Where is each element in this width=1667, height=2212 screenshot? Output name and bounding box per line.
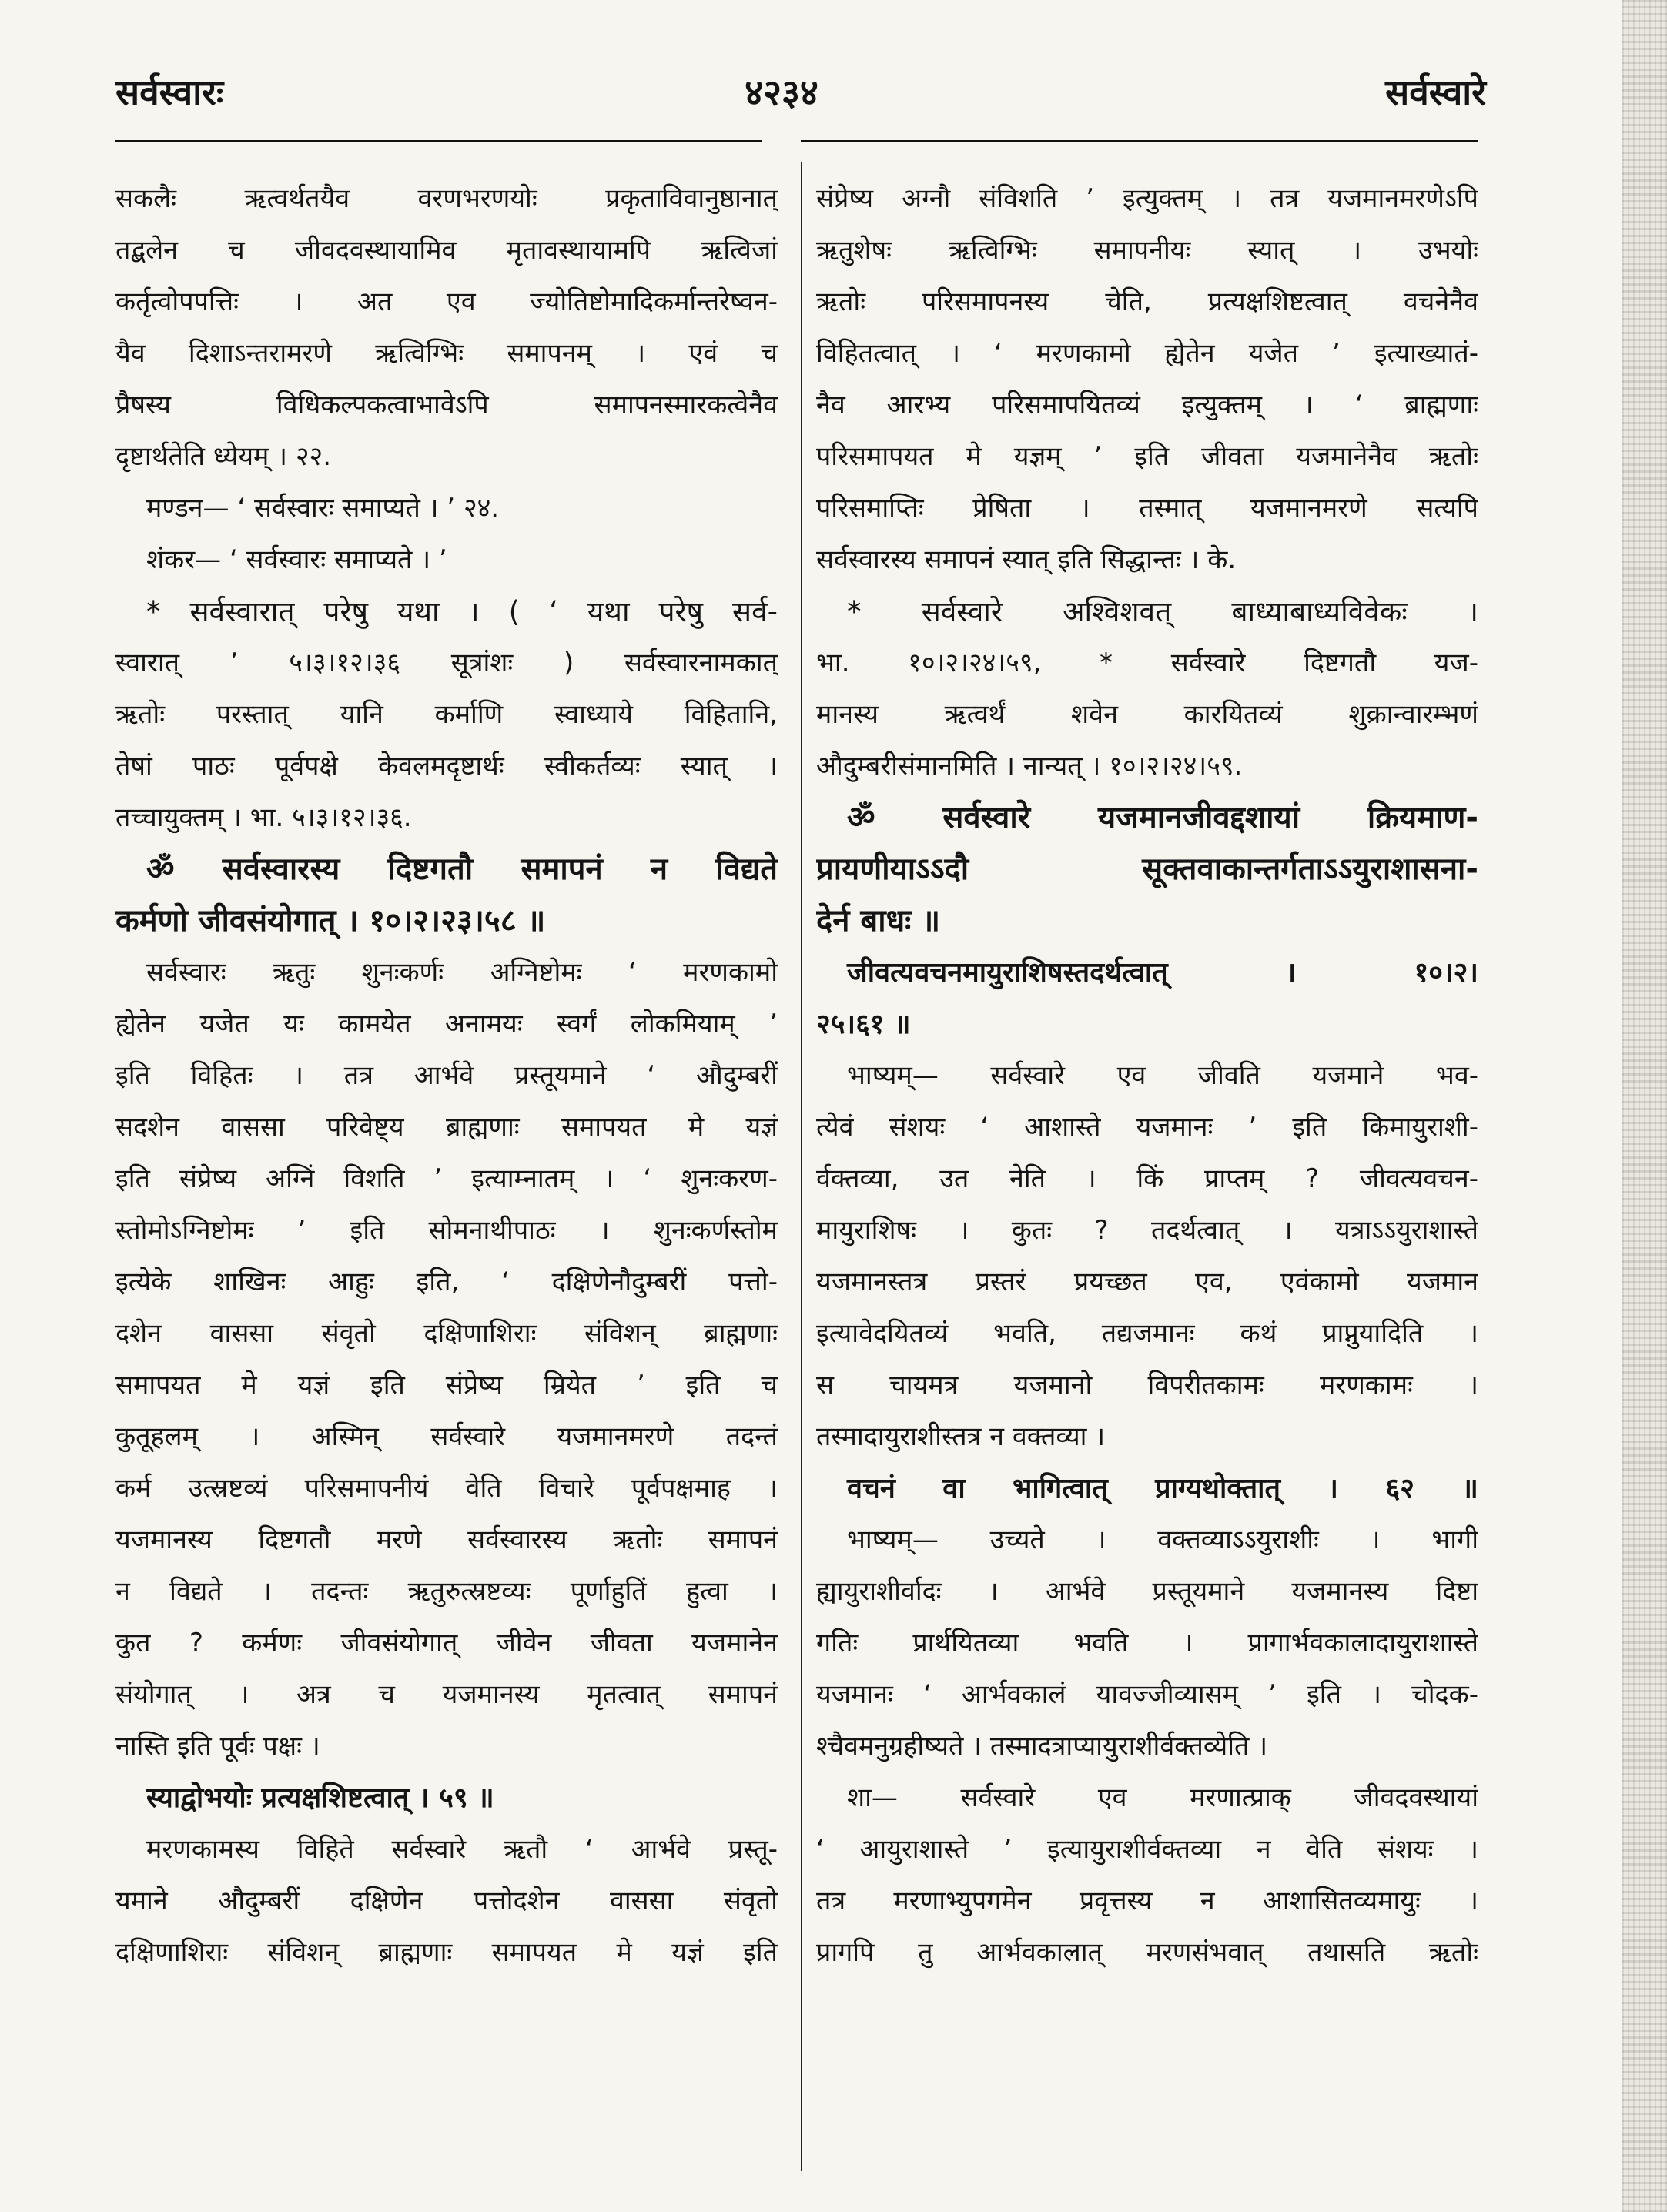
text-line: संप्रेष्य अग्नौ संविशति ’ इत्युक्तम् । तत्र यजमानमरणेऽपि	[816, 183, 1478, 214]
column-divider	[801, 162, 802, 2171]
text-line: औदुम्बरीसंमानमिति । नान्यत् । १०।२।२४।५९.	[816, 751, 1243, 781]
text-line: इत्यावेदयितव्यं भवति, तद्यजमानः कथं प्राप्नुयादिति ।	[816, 1318, 1478, 1349]
text-line: इति संप्रेष्य अग्निं विशति ’ इत्याम्नातम् । ‘ शुनःकरण-	[115, 1163, 778, 1194]
running-head-right: सर्वस्वारे	[1385, 72, 1486, 113]
text-line: इति विहितः । तत्र आर्भवे प्रस्तूयमाने ‘ औदुम्बरीं	[115, 1060, 778, 1091]
text-line: दक्षिणाशिराः संविशन् ब्राह्मणाः समापयत मे यज्ञं इति	[115, 1937, 778, 1968]
text-line: तच्चायुक्तम् । भा. ५।३।१२।३६.	[115, 802, 412, 833]
text-line: संयोगात् । अत्र च यजमानस्य मृतत्वात् समापनं	[115, 1679, 778, 1710]
text-line: ‘ आयुराशास्ते ’ इत्यायुराशीर्वक्तव्या न वेति संशयः ।	[816, 1834, 1478, 1865]
text-line: मानस्य ऋत्वर्थं शवेन कारयितव्यं शुक्रान्वारम्भणं	[816, 699, 1478, 730]
text-line: * सर्वस्वारात् परेषु यथा । ( ‘ यथा परेषु सर्व-	[146, 595, 778, 628]
text-line: गतिः प्रार्थयितव्या भवति । प्रागार्भवकालादायुराशास्ते	[816, 1628, 1478, 1658]
text-line: तद्बलेन च जीवदवस्थायामिव मृतावस्थायामपि ऋत्विजां	[115, 235, 778, 266]
text-line: यजमानस्य दिष्टगतौ मरणे सर्वस्वारस्य ऋतोः समापनं	[115, 1524, 778, 1555]
text-line: सदशेन वाससा परिवेष्ट्य ब्राह्मणाः समापयत मे यज्ञं	[115, 1112, 778, 1143]
text-line: स चायमत्र यजमानो विपरीतकामः मरणकामः ।	[816, 1370, 1478, 1400]
text-line: ह्येतेन यजेत यः कामयेत अनामयः स्वर्गं लोकमियाम् ’	[115, 1009, 778, 1039]
left-column	[115, 173, 778, 1979]
text-line: यैव दिशाऽन्तरामरणे ऋत्विग्भिः समापनम् । एवं च	[115, 338, 778, 369]
text-line: यजमानस्तत्र प्रस्तरं प्रयच्छत एव, एवंकामो यजमान	[816, 1267, 1478, 1297]
text-line: प्रागपि तु आर्भवकालात् मरणसंभवात् तथासति ऋतोः	[816, 1937, 1478, 1968]
text-line: परिसमाप्तिः प्रेषिता । तस्मात् यजमानमरणे सत्यपि	[816, 493, 1478, 524]
section-heading: ॐ सर्वस्वारस्य दिष्टगतौ समापनं न विद्यते	[146, 852, 778, 887]
text-line: प्रैषस्य विधिकल्पकत्वाभावेऽपि समापनस्मारकत्वेनैव	[115, 390, 778, 420]
text-line: त्येवं संशयः ‘ आशास्ते यजमानः ’ इति किमायुराशी-	[816, 1112, 1478, 1143]
sutra-heading: वचनं वा भागित्वात् प्राग्यथोक्तात् । ६२ ॥	[847, 1473, 1478, 1504]
text-line: इत्येके शाखिनः आहुः इति, ‘ दक्षिणेनौदुम्बरीं पत्तो-	[115, 1267, 778, 1297]
section-heading: प्रायणीयाऽऽदौ सूक्तवाकान्तर्गताऽऽयुराशासना-	[816, 852, 1478, 887]
text-line: नैव आरभ्य परिसमापयितव्यं इत्युक्तम् । ‘ ब्राह्मणाः	[816, 390, 1478, 420]
text-line: तेषां पाठः पूर्वपक्षे केवलमदृष्टार्थः स्वीकर्तव्यः स्यात् ।	[115, 751, 778, 781]
sutra-heading: जीवत्यवचनमायुराशिषस्तदर्थत्वात् । १०।२।	[847, 957, 1478, 989]
text-line: दृष्टार्थतेति ध्येयम् । २२.	[115, 441, 332, 472]
page-header	[77, 68, 1486, 137]
text-line: ऋतोः परस्तात् यानि कर्माणि स्वाध्याये विहितानि,	[115, 699, 778, 730]
text-line: शा— सर्वस्वारे एव मरणात्प्राक् जीवदवस्थायां	[847, 1782, 1478, 1813]
section-heading: देर्न बाधः ॥	[816, 903, 941, 939]
text-line: यजमानः ‘ आर्भवकालं यावज्जीव्यासम् ’ इति । चोदक-	[816, 1679, 1478, 1710]
text-line: सर्वस्वारस्य समापनं स्यात् इति सिद्धान्तः । के.	[816, 544, 1237, 575]
right-column	[816, 173, 1478, 1979]
running-head-left: सर्वस्वारः	[115, 72, 224, 113]
section-heading: कर्मणो जीवसंयोगात् । १०।२।२३।५८ ॥	[115, 903, 546, 939]
text-line: परिसमापयत मे यज्ञम् ’ इति जीवता यजमानेनैव ऋतोः	[816, 441, 1478, 472]
text-line: मरणकामस्य विहिते सर्वस्वारे ऋतौ ‘ आर्भवे प्रस्तू-	[146, 1834, 778, 1865]
text-line: सर्वस्वारः ऋतुः शुनःकर्णः अग्निष्टोमः ‘ मरणकामो	[146, 957, 778, 988]
text-line: तत्र मरणाभ्युपगमेन प्रवृत्तस्य न आशासितव्यमायुः ।	[816, 1886, 1478, 1916]
text-line: स्तोमोऽग्निष्टोमः ’ इति सोमनाथीपाठः । शुनःकर्णस्तोम	[115, 1215, 778, 1246]
text-line: ऋतोः परिसमापनस्य चेति, प्रत्यक्षशिष्टत्वात् वचनेनैव	[816, 286, 1478, 317]
text-line: शंकर— ‘ सर्वस्वारः समाप्यते । ’	[146, 544, 447, 575]
scan-edge-texture	[1622, 0, 1667, 2212]
text-line: नास्ति इति पूर्वः पक्षः ।	[115, 1731, 320, 1762]
text-line: ह्यायुराशीर्वादः । आर्भवे प्रस्तूयमाने यजमानस्य दिष्टा	[816, 1576, 1478, 1607]
sutra-heading: २५।६१ ॥	[816, 1009, 911, 1040]
text-line: दशेन वाससा संवृतो दक्षिणाशिराः संविशन् ब्राह्मणाः	[115, 1318, 778, 1349]
text-line: सकलैः ऋत्वर्थतयैव वरणभरणयोः प्रकृताविवानुष्ठानात्	[115, 183, 778, 214]
text-line: तस्मादायुराशीस्तत्र न वक्तव्या ।	[816, 1421, 1106, 1452]
sutra-heading: स्याद्वोभयोः प्रत्यक्षशिष्टत्वात् । ५९ ॥	[146, 1782, 494, 1814]
text-line: यमाने औदुम्बरीं दक्षिणेन पत्तोदशेन वाससा संवृतो	[115, 1886, 778, 1916]
text-line: भाष्यम्— उच्यते । वक्तव्याऽऽयुराशीः । भागी	[847, 1524, 1478, 1555]
header-rule-left	[115, 140, 762, 142]
text-line: कर्म उत्स्रष्टव्यं परिसमापनीयं वेति विचारे पूर्वपक्षमाह ।	[115, 1473, 778, 1504]
text-line: न विद्यते । तदन्तः ऋतुरुत्स्रष्टव्यः पूर्णाहुतिं हुत्वा ।	[115, 1576, 778, 1607]
text-line: र्वक्तव्या, उत नेति । किं प्राप्तम् ? जीवत्यवचन-	[816, 1163, 1478, 1194]
text-line: कर्तृत्वोपपत्तिः । अत एव ज्योतिष्टोमादिकर्मान्तरेष्वन-	[115, 286, 778, 317]
text-line: भा. १०।२।२४।५९, * सर्वस्वारे दिष्टगतौ यज-	[816, 648, 1478, 678]
text-line: कुतूहलम् । अस्मिन् सर्वस्वारे यजमानमरणे तदन्तं	[115, 1421, 778, 1452]
text-line: स्वारात् ’ ५।३।१२।३६ सूत्रांशः ) सर्वस्वारनामकात्	[115, 648, 778, 678]
header-rule-right	[801, 140, 1478, 142]
text-line: मायुराशिषः । कुतः ? तदर्थत्वात् । यत्राऽऽयुराशास्ते	[816, 1215, 1478, 1246]
section-heading: ॐ सर्वस्वारे यजमानजीवद्दशायां क्रियमाण-	[847, 800, 1478, 835]
page-number: ४२३४	[745, 72, 818, 113]
text-line: समापयत मे यज्ञं इति संप्रेष्य म्रियेत ’ इति च	[115, 1370, 778, 1400]
text-line: विहितत्वात् । ‘ मरणकामो ह्येतेन यजेत ’ इत्याख्यातं-	[816, 338, 1478, 369]
text-line: मण्डन— ‘ सर्वस्वारः समाप्यते । ’ २४.	[146, 493, 500, 524]
text-line: ऋतुशेषः ऋत्विग्भिः समापनीयः स्यात् । उभयोः	[816, 235, 1478, 266]
text-line: * सर्वस्वारे अश्विशवत् बाध्याबाध्यविवेकः ।	[847, 595, 1478, 628]
text-line: कुत ? कर्मणः जीवसंयोगात् जीवेन जीवता यजमानेन	[115, 1628, 778, 1658]
text-line: श्चैवमनुग्रहीष्यते । तस्मादत्राप्यायुराशीर्वक्तव्येति ।	[816, 1731, 1268, 1762]
text-line: भाष्यम्— सर्वस्वारे एव जीवति यजमाने भव-	[847, 1060, 1478, 1091]
